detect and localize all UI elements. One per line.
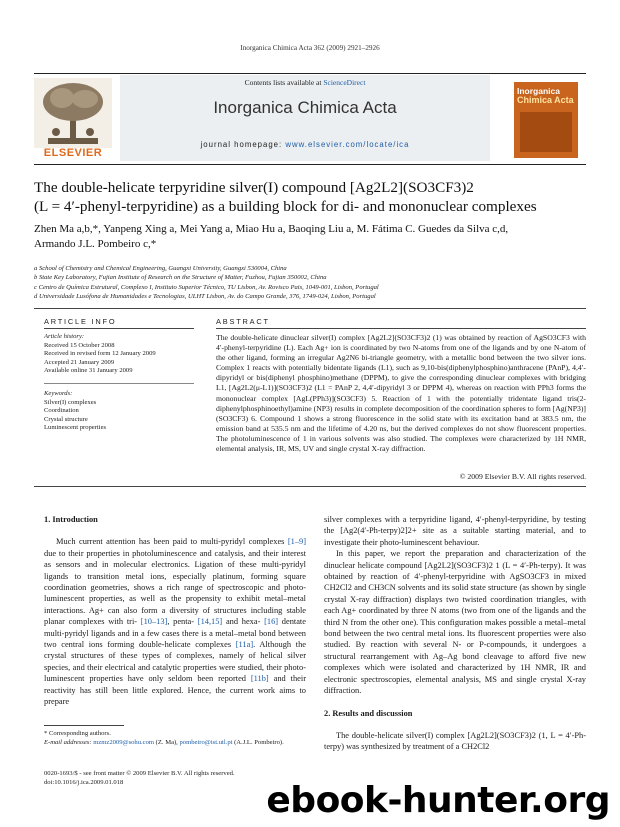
keywords-divider (44, 383, 194, 385)
citation-link[interactable]: [10–13] (140, 617, 168, 627)
intro-text: dentate multi-pyridyl ligands and in a few cases there is a metal–metal bond between two central ions forming double-helicate complexes (44, 617, 306, 650)
elsevier-tree-logo-icon (34, 78, 112, 148)
email-owner: (Z. Ma), (154, 739, 180, 746)
sciencedirect-link[interactable]: ScienceDirect (323, 78, 366, 87)
email-link[interactable]: pombeiro@ist.utl.pt (179, 739, 233, 746)
abstract-bottom-rule (34, 486, 586, 487)
affiliations (34, 264, 586, 302)
results-paragraph: The double-helicate silver(I) complex [Ag2L2](SO3CF3)2 (1, L = 4′-Ph-terpy) was synthesized by treatment of a CH2Cl2 (324, 730, 586, 752)
journal-homepage (120, 140, 490, 149)
abstract-rule (216, 328, 586, 329)
email-owner: (A.J.L. Pombeiro). (232, 739, 284, 746)
intro-text: and their reactivity has still been little explored. Hence, the current work aims to prepare (44, 674, 306, 707)
intro-text: and hexa- (222, 617, 265, 627)
results-heading: 2. Results and discussion (324, 708, 413, 718)
body-right-column (324, 514, 586, 753)
author-list (34, 222, 586, 252)
citation-link[interactable]: [14,15] (197, 617, 223, 627)
authors-line-1: Zhen Ma a,b,*, Yanpeng Xing a, Mei Yang a, Miao Hu a, Baoqing Liu a, M. Fátima C. Guedes da Silva c,d, (34, 223, 509, 235)
keywords-label: Keywords: (44, 389, 73, 397)
body-left-column (44, 514, 306, 708)
watermark-text: ebook-hunter.org (266, 780, 610, 821)
issn-line: 0020-1693/$ - see front matter © 2009 Elsevier B.V. All rights reserved. (44, 770, 235, 777)
footnote-rule (44, 725, 124, 726)
email-link[interactable]: mzmz2009@sohu.com (93, 739, 155, 746)
citation-link[interactable]: [16] (264, 617, 279, 627)
body-paragraph: silver complexes with a terpyridine ligand, 4′-phenyl-terpyridine, by testing the [Ag2(4′-Ph-terpy)2]2+ site as a suitable starting material, and to investigate their photo-luminescent behaviour. (324, 515, 586, 547)
introduction-paragraph (44, 536, 306, 707)
affiliation-a: a School of Chemistry and Chemical Engineering, Guangxi University, Guangxi 530004, China (34, 265, 287, 272)
intro-text: due to their properties in photoluminescence and catalysis, and their interest as sensors and in molecular electronics. Ligation of these multi-pyridyl ligands to transition metal ions, especially platinum, forming square coordination geometries, shows a rich range of spectroscopic and photo-luminescent properties, as well as the propensity to exhibit metal–metal interactions. Ag+ can also form a diversity of structures including stable planar complexes with tri- (44, 548, 306, 627)
keyword-item: Luminescent properties (44, 424, 107, 432)
citation-link[interactable]: [11b] (250, 674, 269, 684)
abstract-heading: ABSTRACT (216, 317, 270, 326)
affiliation-c: c Centro de Química Estrutural, Complexo I, Instituto Superior Técnico, TU Lisbon, Av. Rovisco Pais, 1049-001, Lisbon, Portugal (34, 283, 379, 291)
history-label: Article history: (44, 333, 85, 340)
introduction-heading: 1. Introduction (44, 515, 98, 524)
corresponding-footnote (44, 729, 306, 747)
publisher-logo-text: ELSEVIER (43, 147, 103, 159)
citation-link[interactable]: [11a] (235, 640, 254, 650)
header-top-rule (34, 73, 586, 74)
citation-link[interactable]: [1–9] (287, 537, 306, 547)
title-line-1: The double-helicate terpyridine silver(I) compound [Ag2L2](SO3CF3)2 (34, 179, 474, 196)
keyword-item: Silver(I) complexes (44, 398, 97, 406)
article-info-heading: ARTICLE INFO (44, 317, 117, 326)
affiliation-rule (34, 308, 586, 309)
history-accepted: Accepted 21 January 2009 (44, 358, 115, 366)
cover-title-line1: Inorganica (517, 86, 560, 96)
intro-text: . Although the crystal structures of these types of complexes, namely of helical silver species, and their electrical and catalytic properties were studied, their photo-luminescent properties have only seldom been reported (44, 640, 306, 684)
intro-text: , penta- (167, 617, 198, 627)
journal-title: Inorganica Chimica Acta (213, 98, 397, 117)
authors-line-2: Armando J.L. Pombeiro c,* (34, 238, 157, 250)
contents-prefix: Contents lists available at (244, 78, 324, 87)
article-info-rule (44, 328, 194, 329)
email-label: E-mail addresses: (44, 739, 94, 746)
keyword-item: Crystal structure (44, 415, 88, 423)
title-line-2: (L = 4′-phenyl-terpyridine) as a building block for di- and mononuclear complexes (34, 198, 537, 215)
cover-artwork (520, 112, 572, 152)
doi-line: doi:10.1016/j.ica.2009.01.018 (44, 779, 124, 786)
contents-line (120, 78, 490, 87)
email-line (44, 738, 306, 747)
affiliation-b: b State Key Laboratory, Fujian Institute of Research on the Structure of Matter, Fuzhou, Fujian 350002, China (34, 274, 327, 282)
body-paragraph: In this paper, we report the preparation and characterization of the dinuclear helicate compound [Ag2L2](SO3CF3)2 1 (L = 4′-Ph-terpy). It was obtained by reaction of 4′-phenyl-terpyridine with AgSO3CF3 in mixed CH2Cl2 and CH3CN solvents and its solid state structure (as shown by single crystal X-ray diffraction) displays two twisted coordination triangles, with each Ag+ coordinated by three N atoms (two from one of the ligands and the third N from the other one). This configuration makes possible a metal–metal bond between the two central metal ions. Its fluorescent properties were also studied. By reaction with several N- or P-compounds, it undergoes a structural rearrangement with Ag–Ag bond cleavage to afford five new complexes which were isolated and characterized by 1H NMR, IR and electronic spectroscopies, elemental analysis, MS and single crystal X-ray diffraction. (324, 549, 586, 696)
history-online: Available online 31 January 2009 (44, 367, 133, 375)
homepage-prefix: journal homepage: (200, 140, 286, 149)
corresponding-authors: * Corresponding authors. (44, 730, 111, 737)
abstract-text: The double-helicate dinuclear silver(I) complex [Ag2L2](SO3CF3)2 (1) was obtained by reaction of AgSO3CF3 with 4′-phenyl-terpyridine (L). Each Ag+ ion is coordinated by two N-atoms from one of the ligands and by one N-atom of the other ligand, forming an irregular Ag2N6 bi-triangle geometry, with a metallic bond between the two silver ions. Complex 1 reacts with potentially bidentate ligands (L1), such as 9,10-bis(diphenylphosphino)anthracene (PAnP), 4,4′-dipyridyl or bis(diphenyl phosphino)methane (DPPM), to give the corresponding dinuclear complexes with bridging L1, [Ag2L2(μ-L1)](SO3CF3)2 (L1 = PAnP 2, 4,4′-dipyridyl 3 or DPPM 4), whereas on reaction with PPh3 forms the mononuclear complex [AgL(PPh3)](SO3CF3) 5. Reaction of 1 with the potentially tridentate ligand tris(2-diphenylphosphinoethyl)amine (NP3) results in complete decomposition of the coordination spheres to form [Ag(NP3)](SO3CF3) 6. Compound 1 shows a strong fluorescence in the solid state with its excitation band at 383.5 nm, the emission band at 535.5 nm and the lifetime of 4.20 ns, but the derived complexes do not show fluorescent properties. The photoluminescence of 1 in various solvents was also studied. The complexes were characterized by 1H NMR, elemental analysis, IR, MS, UV and single crystal X-ray diffraction. (216, 333, 586, 454)
abstract-copyright: © 2009 Elsevier B.V. All rights reserved. (459, 472, 586, 481)
intro-text: Much current attention has been paid to multi-pyridyl complexes (56, 537, 288, 547)
history-received: Received 15 October 2008 (44, 341, 115, 349)
journal-reference: Inorganica Chimica Acta 362 (2009) 2921–2926 (240, 44, 380, 52)
keyword-item: Coordination (44, 407, 79, 415)
cover-title-line2: Chimica Acta (517, 95, 574, 105)
article-info-block (44, 333, 194, 433)
header-bottom-rule (34, 164, 586, 165)
homepage-link[interactable]: www.elsevier.com/locate/ica (285, 140, 410, 149)
affiliation-d: d Universidade Lusófona de Humanidades e Tecnologias, ULHT Lisbon, Av. do Campo Grande, 376, 1749-024, Lisbon, Portugal (34, 293, 376, 301)
article-title (34, 178, 586, 216)
history-revised: Received in revised form 12 January 2009 (44, 350, 156, 358)
